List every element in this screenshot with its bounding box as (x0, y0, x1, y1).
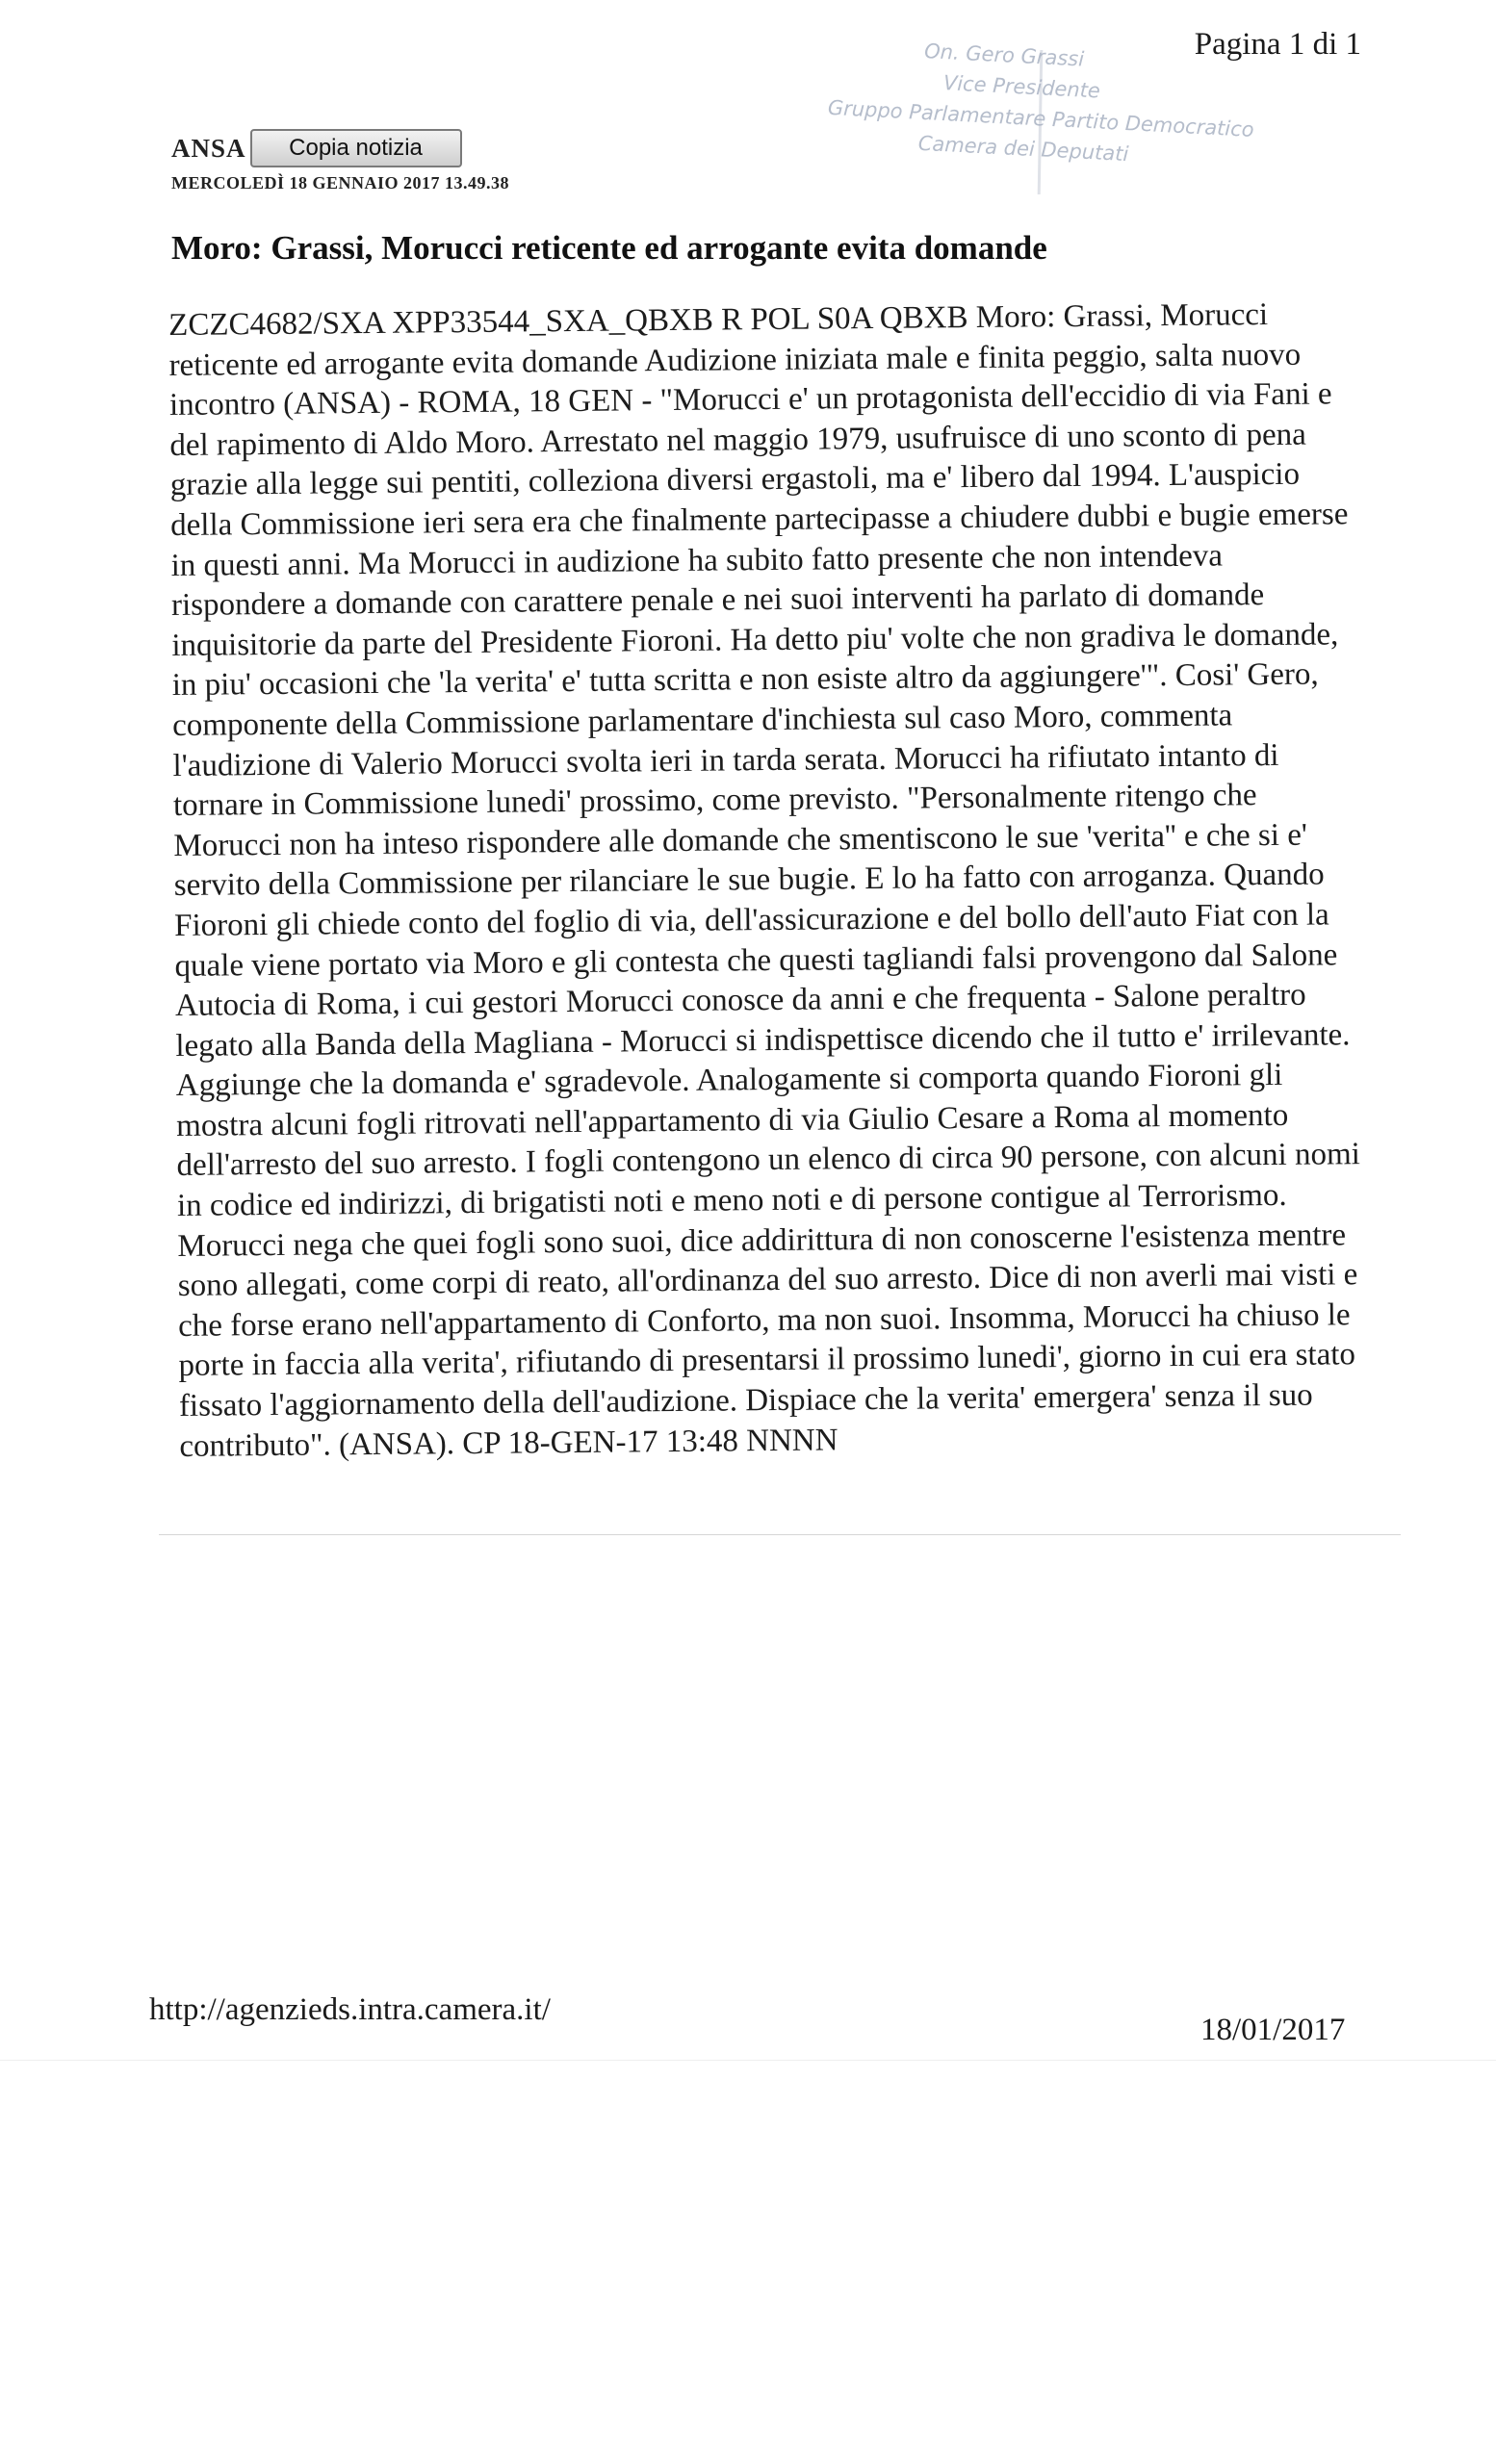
stamp-chamber: Camera dei Deputati (917, 131, 1129, 167)
deputy-stamp (786, 29, 1255, 196)
agency-header (171, 129, 462, 167)
footer-url: http://agenzieds.intra.camera.it/ (149, 1992, 551, 2027)
article-title: Moro: Grassi, Morucci reticente ed arrogante evita domande (171, 229, 1047, 267)
scan-edge (0, 2060, 1496, 2061)
stamp-role: Vice Presidente (942, 71, 1101, 103)
publication-datetime: MERCOLEDÌ 18 GENNAIO 2017 13.49.38 (171, 173, 510, 192)
separator-line (159, 1534, 1401, 1535)
source-label: ANSA (171, 133, 246, 163)
stamp-group: Gruppo Parlamentare Partito Democratico (827, 95, 1255, 141)
page-number: Pagina 1 di 1 (1194, 27, 1361, 62)
article-body-text: ZCZC4682/SXA XPP33544_SXA_QBXB R POL S0A QBXB Moro: Grassi, Morucci reticente ed arrogante evita domande Audizione iniziata male e finita peggio, salta nuovo incontro (ANSA) - ROMA, 18 GEN - "Morucci e' un protagonista dell'eccidio di via Fani e del rapimento di Aldo Moro. Arrestato nel maggio 1979, usufruisce di uno sconto di pena grazie alla legge sui pentiti, colleziona diversi ergastoli, ma e' libero dal 1994. L'auspicio della Commissione ieri sera era che finalmente partecipasse a chiudere dubbi e bugie emerse in questi anni. Ma Morucci in audizione ha subito fatto presente che non intendeva rispondere a domande con carattere penale e nei suoi interventi ha parlato di domande inquisitorie da parte del Presidente Fioroni. Ha detto piu' volte che non gradiva le domande, in piu' occasioni che 'la verita' e' tutta scritta e non esiste altro da aggiungere'". Cosi' Gero, componente della Commissione parlamentare d'inchiesta sul caso Moro, commenta l'audizione di Valerio Morucci svolta ieri in tarda serata. Morucci ha rifiutato intanto di tornare in Commissione lunedi' prossimo, come previsto. "Personalmente ritengo che Morucci non ha inteso rispondere alle domande che smentiscono le sue 'verita'' e che si e' servito della Commissione per rilanciare le sue bugie. E lo ha fatto con arroganza. Quando Fioroni gli chiede conto del foglio di via, dell'assicurazione e del bollo dell'auto Fiat con la quale viene portato via Moro e gli contesta che questi tagliandi falsi provengono dal Salone Autocia di Roma, i cui gestori Morucci conosce da anni e che frequenta - Salone peraltro legato alla Banda della Magliana - Morucci si indispettisce dicendo che il tutto e' irrilevante. Aggiunge che la domanda e' sgradevole. Analogamente si comporta quando Fioroni gli mostra alcuni fogli ritrovati nell'appartamento di via Giulio Cesare a Roma al momento dell'arresto del suo arresto. I fogli contengono un elenco di circa 90 persone, con alcuni nomi in codice ed indirizzi, di brigatisti noti e meno noti e di persone contigue al Terrorismo. Morucci nega che quei fogli sono suoi, dice addirittura di non conoscerne l'esistenza mentre sono allegati, come corpi di reato, all'ordinanza del suo arresto. Dice di non averli mai visti e che forse erano nell'appartamento di Conforto, ma non suoi. Insomma, Morucci ha chiuso le porte in faccia alla verita', rifiutando di presentarsi il prossimo lunedi', giorno in cui era stato fissato l'aggiornamento della dell'audizione. Dispiace che la verita' emergera' senza il suo contributo". (ANSA). CP 18-GEN-17 13:48 NNNN (168, 297, 1361, 1464)
footer-date: 18/01/2017 (1200, 2013, 1346, 2047)
article-body (168, 295, 1366, 1467)
stamp-name: On. Gero Grassi (923, 38, 1085, 71)
copy-news-button[interactable]: Copia notizia (250, 129, 462, 167)
